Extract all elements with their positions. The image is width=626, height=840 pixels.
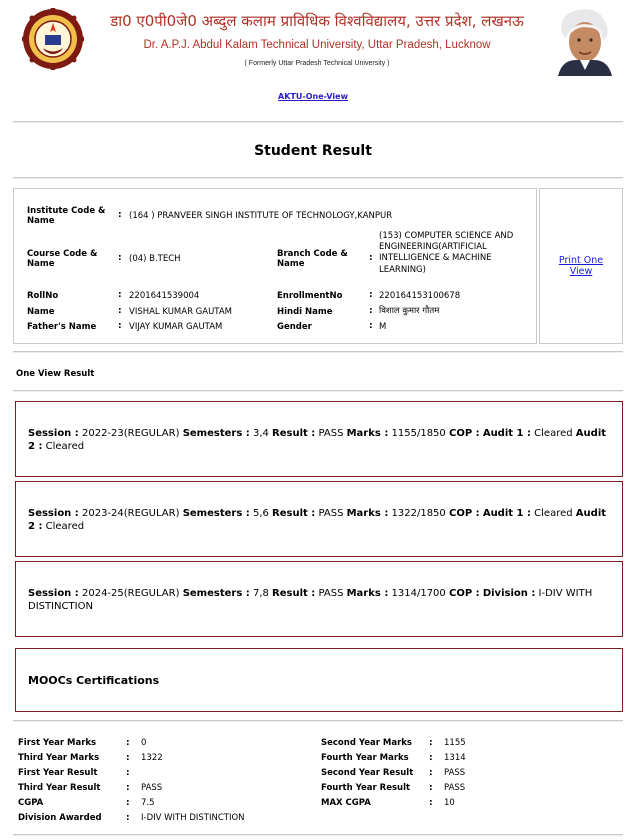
- first-year-marks-value: 0: [141, 738, 147, 748]
- marks-value: 1314/1700: [391, 588, 446, 599]
- father-name-label: Father's Name: [27, 322, 97, 332]
- divider: [13, 390, 623, 392]
- result-value: PASS: [318, 508, 344, 519]
- marks-label: Marks :: [346, 588, 389, 599]
- fourth-year-result-label: Fourth Year Result: [321, 783, 411, 793]
- session-result-text: [28, 507, 610, 533]
- divider: [13, 720, 623, 722]
- result-label: Result :: [272, 428, 316, 439]
- hindi-name-value: विशाल कुमार गौतम: [379, 306, 440, 316]
- one-view-result-label: One View Result: [16, 369, 95, 379]
- branch-label: Branch Code & Name: [277, 249, 348, 269]
- division-label: Division :: [482, 588, 536, 599]
- colon: :: [118, 306, 122, 316]
- divider: [13, 177, 623, 179]
- university-title-hindi: डा0 ए0पी0जे0 अब्दुल कलाम प्राविधिक विश्वविद्यालय, उत्तर प्रदेश, लखनऊ: [110, 12, 524, 30]
- result-value: PASS: [318, 588, 344, 599]
- second-year-result-label: Second Year Result: [321, 768, 414, 778]
- result-label: Result :: [272, 508, 316, 519]
- colon: :: [118, 253, 122, 263]
- colon: :: [429, 753, 433, 763]
- third-year-marks-value: 1322: [141, 753, 163, 763]
- third-year-result-label: Third Year Result: [18, 783, 101, 793]
- colon: :: [126, 738, 130, 748]
- second-year-marks-value: 1155: [444, 738, 466, 748]
- colon: :: [118, 210, 122, 220]
- print-one-view-link[interactable]: Print One View: [558, 255, 604, 277]
- print-panel: [539, 188, 623, 344]
- colon: :: [118, 290, 122, 300]
- session-result-card: [15, 561, 623, 637]
- colon: :: [429, 798, 433, 808]
- course-label: Course Code & Name: [27, 249, 98, 269]
- divider: [13, 351, 623, 353]
- moocs-card: [15, 648, 623, 712]
- marks-value: 1322/1850: [391, 508, 446, 519]
- colon: :: [369, 321, 373, 331]
- session-label: Session :: [28, 508, 79, 519]
- divider: [13, 834, 623, 836]
- name-label: Name: [27, 307, 55, 317]
- enrollment-value: 220164153100678: [379, 291, 461, 301]
- page-header: [0, 0, 626, 80]
- course-value: (04) B.TECH: [129, 254, 181, 264]
- semesters-value: 7,8: [252, 588, 269, 599]
- university-title-english: Dr. A.P.J. Abdul Kalam Technical University, Uttar Pradesh, Lucknow: [143, 39, 491, 51]
- division-awarded-value: I-DIV WITH DISTINCTION: [141, 813, 245, 823]
- cgpa-value: 7.5: [141, 798, 155, 808]
- session-value: 2022-23(REGULAR): [81, 428, 180, 439]
- cgpa-label: CGPA: [18, 798, 44, 808]
- session-result-card: [15, 481, 623, 557]
- semesters-label: Semesters :: [182, 508, 250, 519]
- semesters-label: Semesters :: [182, 428, 250, 439]
- enrollment-label: EnrollmentNo: [277, 291, 343, 301]
- session-value: 2023-24(REGULAR): [81, 508, 180, 519]
- audit2-value: Cleared: [45, 441, 85, 452]
- semesters-label: Semesters :: [182, 588, 250, 599]
- rollno-label: RollNo: [27, 291, 59, 301]
- division-awarded-label: Division Awarded: [18, 813, 102, 823]
- colon: :: [126, 783, 130, 793]
- audit1-label: Audit 1 :: [482, 428, 531, 439]
- divider: [13, 121, 623, 123]
- moocs-title: MOOCs Certifications: [28, 674, 160, 687]
- colon: :: [369, 306, 373, 316]
- third-year-result-value: PASS: [141, 783, 163, 793]
- university-seal-icon: [22, 8, 84, 70]
- cop-label: COP :: [448, 428, 480, 439]
- fourth-year-result-value: PASS: [444, 783, 466, 793]
- session-label: Session :: [28, 588, 79, 599]
- third-year-marks-label: Third Year Marks: [18, 753, 100, 763]
- aktu-one-view-link[interactable]: AKTU-One-View: [278, 92, 348, 101]
- marks-label: Marks :: [346, 428, 389, 439]
- colon: :: [429, 738, 433, 748]
- audit2-label: Audit 2 :: [28, 508, 607, 532]
- fourth-year-marks-label: Fourth Year Marks: [321, 753, 409, 763]
- colon: :: [429, 783, 433, 793]
- first-year-result-label: First Year Result: [18, 768, 98, 778]
- colon: :: [118, 321, 122, 331]
- first-year-marks-label: First Year Marks: [18, 738, 97, 748]
- colon: :: [126, 753, 130, 763]
- audit1-value: Cleared: [534, 428, 573, 439]
- cop-label: COP :: [448, 588, 480, 599]
- semesters-value: 5,6: [252, 508, 269, 519]
- name-value: VISHAL KUMAR GAUTAM: [129, 307, 232, 317]
- page-title: Student Result: [254, 143, 372, 159]
- institute-label: Institute Code & Name: [27, 206, 106, 226]
- audit2-value: Cleared: [45, 521, 85, 532]
- result-value: PASS: [318, 428, 344, 439]
- hindi-name-label: Hindi Name: [277, 307, 333, 317]
- rollno-value: 2201641539004: [129, 291, 200, 301]
- kalam-portrait: [548, 4, 618, 76]
- colon: :: [126, 798, 130, 808]
- gender-label: Gender: [277, 322, 312, 332]
- second-year-result-value: PASS: [444, 768, 466, 778]
- audit1-value: Cleared: [534, 508, 573, 519]
- colon: :: [369, 290, 373, 300]
- division-value: I-DIV WITH DISTINCTION: [28, 588, 593, 612]
- audit2-label: Audit 2 :: [28, 428, 607, 452]
- university-subtitle: ( Formerly Uttar Pradesh Technical University ): [244, 60, 390, 67]
- marks-value: 1155/1850: [391, 428, 446, 439]
- student-info-panel: [13, 188, 537, 344]
- colon: :: [369, 253, 373, 263]
- session-result-card: [15, 401, 623, 477]
- session-result-text: [28, 587, 610, 613]
- session-result-text: [28, 427, 610, 453]
- result-label: Result :: [272, 588, 316, 599]
- audit1-label: Audit 1 :: [482, 508, 531, 519]
- session-label: Session :: [28, 428, 79, 439]
- session-value: 2024-25(REGULAR): [81, 588, 180, 599]
- max-cgpa-label: MAX CGPA: [321, 798, 371, 808]
- gender-value: M: [379, 322, 387, 332]
- father-name-value: VIJAY KUMAR GAUTAM: [129, 322, 223, 332]
- colon: :: [429, 768, 433, 778]
- institute-value: (164 ) PRANVEER SINGH INSTITUTE OF TECHNOLOGY,KANPUR: [129, 211, 393, 221]
- cop-label: COP :: [448, 508, 480, 519]
- max-cgpa-value: 10: [444, 798, 455, 808]
- branch-value: (153) COMPUTER SCIENCE AND ENGINEERING(ARTIFICIAL INTELLIGENCE & MACHINE LEARNING): [379, 231, 514, 275]
- semesters-value: 3,4: [252, 428, 269, 439]
- colon: :: [126, 768, 130, 778]
- marks-label: Marks :: [346, 508, 389, 519]
- second-year-marks-label: Second Year Marks: [321, 738, 412, 748]
- fourth-year-marks-value: 1314: [444, 753, 466, 763]
- colon: :: [126, 813, 130, 823]
